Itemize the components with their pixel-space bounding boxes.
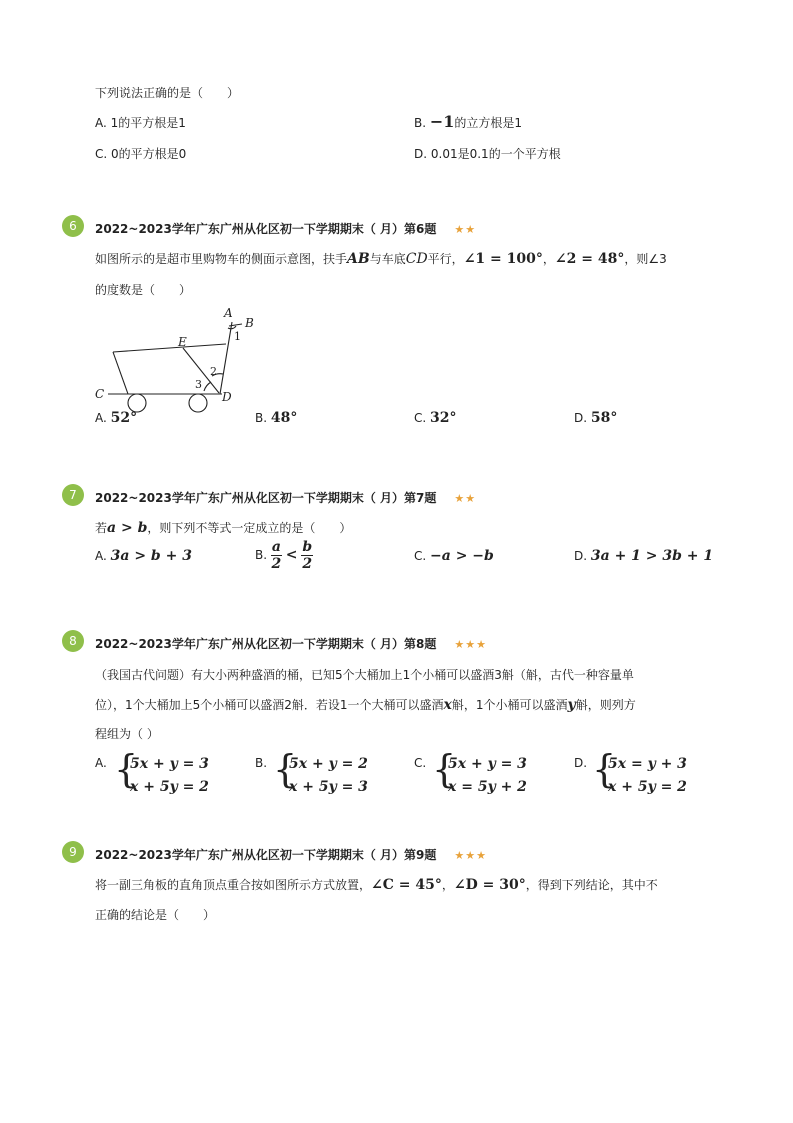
math-angle-c: ∠C = 45°	[371, 877, 442, 893]
math-angle1: ∠1 = 100°	[463, 251, 543, 267]
option-value: 58°	[590, 410, 618, 426]
option-value: 32°	[430, 410, 457, 426]
stem-text: 平行，	[427, 252, 464, 266]
shopping-cart-figure	[90, 304, 270, 416]
option-value: 48°	[270, 410, 298, 426]
equation-1: 5x + y = 2	[289, 756, 368, 772]
difficulty-stars: ★★★	[454, 849, 487, 862]
option-text: 的立方根是1	[454, 116, 523, 130]
label-a: A	[224, 306, 233, 320]
question-source: 2022~2023学年广东广州从化区初一下学期期末（ 月）第7题	[95, 491, 437, 505]
q5-option-b[interactable]	[414, 112, 522, 131]
q8-stem-line2	[95, 696, 636, 713]
question-source: 2022~2023学年广东广州从化区初一下学期期末（ 月）第8题	[95, 637, 437, 651]
label-b: B	[245, 316, 254, 330]
option-letter: A.	[95, 549, 107, 563]
less-than-sign: <	[285, 547, 298, 563]
option-letter: D.	[414, 147, 428, 161]
stem-text: 斛，则列方	[575, 698, 636, 712]
q5-stem: 下列说法正确的是（ ）	[95, 86, 240, 100]
fraction-b-over-2: $\frac{b}{2}$	[302, 539, 313, 572]
math-angle-d: ∠D = 30°	[453, 877, 526, 893]
label-c: C	[95, 387, 105, 401]
math-y: y	[567, 697, 576, 713]
equation-2: x + 5y = 2	[608, 779, 687, 795]
option-letter: A.	[95, 116, 107, 130]
difficulty-stars: ★★★	[454, 638, 487, 651]
option-letter: C.	[414, 411, 427, 425]
math-cd: CD	[405, 251, 428, 267]
q7-option-a[interactable]	[95, 548, 192, 564]
q6-option-c[interactable]	[414, 410, 457, 426]
left-brace: {	[432, 747, 457, 791]
handle-line	[220, 322, 232, 394]
stem-text: 如图所示的是超市里购物车的侧面示意图，扶手	[95, 252, 348, 266]
basket-top-line	[113, 344, 226, 352]
left-brace: {	[273, 747, 298, 791]
equation-1: 5x + y = 3	[130, 756, 209, 772]
math-x: x	[443, 697, 452, 713]
q8-option-d[interactable]	[592, 747, 712, 802]
question-number-badge: 9	[62, 841, 84, 863]
option-value: 3a > b + 3	[110, 548, 192, 564]
q6-option-a[interactable]	[95, 410, 137, 426]
label-d: D	[222, 390, 232, 404]
q7-option-d[interactable]	[574, 548, 713, 564]
stem-text: 斛，1个小桶可以盛酒	[451, 698, 568, 712]
option-letter: D.	[574, 549, 588, 563]
stem-text: 与车底	[369, 252, 406, 266]
label-e: E	[178, 335, 187, 349]
option-letter: B.	[255, 411, 268, 425]
stem-text: 位），1个大桶加上5个小桶可以盛酒2斛．若设1一个大桶可以盛酒	[95, 698, 444, 712]
option-letter: C.	[95, 147, 108, 161]
q9-header	[95, 846, 487, 863]
option-letter: D.	[574, 411, 588, 425]
q7-stem	[95, 519, 351, 536]
question-number-badge: 8	[62, 630, 84, 652]
q6-option-d[interactable]	[574, 410, 617, 426]
q5-option-c[interactable]	[95, 145, 186, 162]
q8-option-b[interactable]	[273, 747, 393, 802]
label-3: 3	[195, 378, 202, 391]
q8-option-c[interactable]	[432, 747, 552, 802]
label-1: 1	[234, 330, 241, 343]
wheel-right	[189, 394, 207, 412]
stem-text: ，得到下列结论，其中不	[525, 878, 658, 892]
option-letter: B.	[255, 548, 268, 562]
stem-text: 将一副三角板的直角顶点重合按如图所示方式放置，	[95, 878, 372, 892]
option-text: 0的平方根是0	[111, 147, 187, 161]
q8-option-a[interactable]	[114, 747, 234, 802]
option-text: 0.01是0.1的一个平方根	[430, 147, 561, 161]
option-math: −1	[429, 112, 455, 131]
q6-header	[95, 220, 476, 237]
question-source: 2022~2023学年广东广州从化区初一下学期期末（ 月）第9题	[95, 848, 437, 862]
math-angle2: ∠2 = 48°	[554, 251, 625, 267]
equation-2: x + 5y = 2	[130, 779, 209, 795]
option-letter: B.	[414, 116, 427, 130]
difficulty-stars: ★★	[454, 223, 477, 236]
option-letter: C.	[414, 549, 427, 563]
option-value: 3a + 1 > 3b + 1	[590, 548, 714, 564]
left-brace: {	[592, 747, 617, 791]
q8-stem-line1: （我国古代问题）有大小两种盛酒的桶，已知5个大桶加上1个小桶可以盛酒3斛（斛，古代一种容量单	[95, 668, 634, 682]
q7-option-b[interactable]	[255, 539, 313, 572]
option-text: 1的平方根是1	[110, 116, 186, 130]
stem-text: ，	[542, 252, 555, 266]
q9-stem-line2: 正确的结论是（ ）	[95, 908, 216, 922]
equation-2: x + 5y = 3	[289, 779, 368, 795]
q6-option-b[interactable]	[255, 410, 297, 426]
math-ab: AB	[347, 251, 370, 267]
q5-option-a[interactable]	[95, 114, 186, 131]
stem-text: 若	[95, 521, 108, 535]
q8-option-d-letter: D.	[574, 756, 588, 770]
left-brace: {	[114, 747, 139, 791]
q5-option-d[interactable]	[414, 145, 561, 162]
stem-text: ，则∠3	[624, 252, 667, 266]
math-condition: a > b	[107, 520, 148, 536]
equation-2: x = 5y + 2	[448, 779, 527, 795]
basket-back-line	[113, 352, 128, 394]
difficulty-stars: ★★	[454, 492, 477, 505]
question-number-badge: 6	[62, 215, 84, 237]
stem-text: ，	[441, 878, 454, 892]
option-value: −a > −b	[430, 548, 494, 564]
angle-arc-3	[204, 382, 211, 391]
q9-stem-line1	[95, 876, 658, 893]
equation-1: 5x = y + 3	[608, 756, 687, 772]
q7-header	[95, 489, 476, 506]
option-value: 52°	[110, 410, 138, 426]
q7-option-c[interactable]	[414, 548, 494, 564]
label-2: 2	[210, 365, 217, 378]
q6-stem-line2: 的度数是（ ）	[95, 283, 192, 297]
q6-stem-line1	[95, 250, 667, 267]
q8-header	[95, 635, 487, 652]
question-source: 2022~2023学年广东广州从化区初一下学期期末（ 月）第6题	[95, 222, 437, 236]
q8-option-b-letter: B.	[255, 756, 268, 770]
option-letter: A.	[95, 411, 107, 425]
q8-stem-line3: 程组为（ ）	[95, 727, 159, 741]
fraction-a-over-2: $\frac{a}{2}$	[271, 539, 282, 572]
equation-1: 5x + y = 3	[448, 756, 527, 772]
q8-option-c-letter: C.	[414, 756, 427, 770]
question-number-badge: 7	[62, 484, 84, 506]
q8-option-a-letter: A.	[95, 756, 107, 770]
stem-text: ，则下列不等式一定成立的是（ ）	[147, 521, 352, 535]
